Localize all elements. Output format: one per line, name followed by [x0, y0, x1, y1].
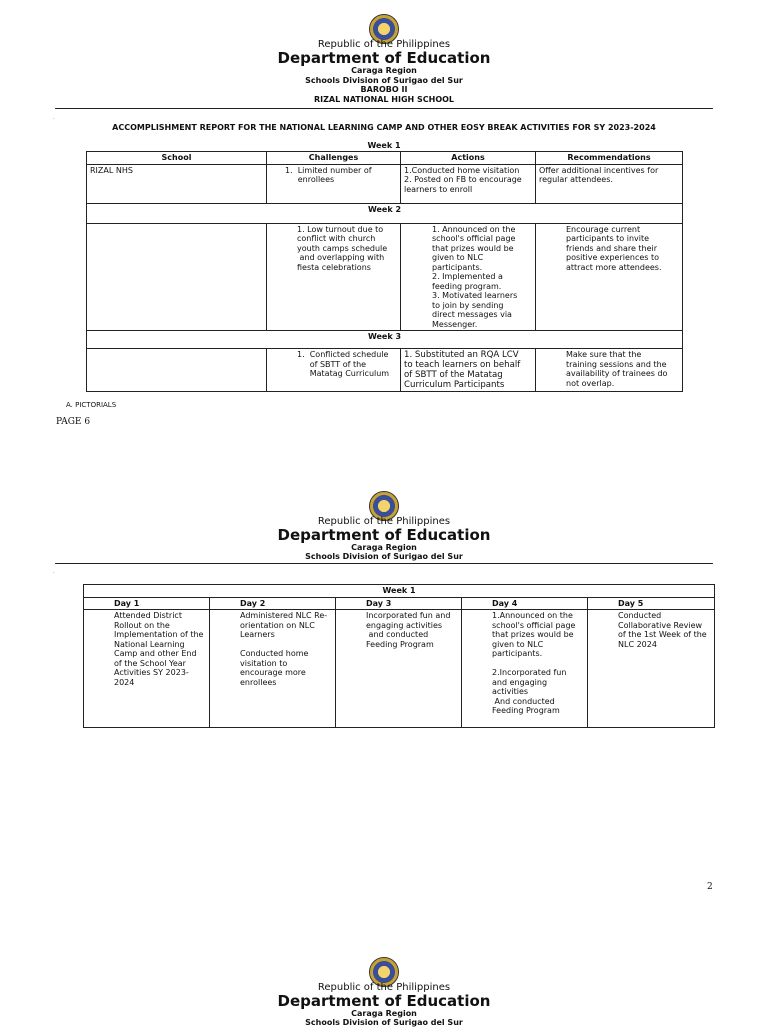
day1-header: Day 1	[84, 597, 210, 610]
department-title: Department of Education	[277, 992, 491, 1010]
table-row	[87, 349, 683, 392]
week3-label: Week 3	[87, 331, 683, 349]
department-title: Department of Education	[277, 49, 491, 67]
day3-entry: Incorporated fun and engaging activities and conducted Feeding Program	[336, 610, 462, 728]
bullet-mark: ·	[53, 570, 55, 576]
school-line: RIZAL NATIONAL HIGH SCHOOL	[313, 95, 455, 104]
week-label: Week 1	[84, 585, 715, 598]
table-row	[84, 610, 715, 728]
day5-header: Day 5	[588, 597, 715, 610]
week1-recommendations: Offer additional incentives for regular attendees.	[536, 164, 683, 203]
col-recommendations: Recommendations	[536, 152, 683, 165]
report-title: ACCOMPLISHMENT REPORT FOR THE NATIONAL LEARNING CAMP AND OTHER EOSY BREAK ACTIVITIES FOR SY 2023-2024	[112, 123, 656, 132]
col-actions: Actions	[401, 152, 536, 165]
col-school: School	[87, 152, 267, 165]
bullet-mark: ·	[53, 116, 55, 122]
page-label: PAGE 6	[56, 417, 91, 427]
header-divider	[55, 563, 713, 564]
week1-days-table	[83, 584, 715, 728]
week3-challenges: 1. Conflicted schedule of SBTT of the Matatag Curriculum	[267, 349, 401, 392]
republic-line: Republic of the Philippines	[317, 982, 451, 993]
division-line: Schools Division of Surigao del Sur	[305, 76, 463, 85]
page-number: 2	[707, 882, 713, 892]
header-divider	[55, 108, 713, 109]
col-challenges: Challenges	[267, 152, 401, 165]
week1-school: RIZAL NHS	[87, 164, 267, 203]
accomplishment-table	[86, 151, 683, 392]
region-line: Caraga Region	[351, 1009, 417, 1018]
day3-header: Day 3	[336, 597, 462, 610]
division-line: Schools Division of Surigao del Sur	[305, 552, 463, 561]
day5-entry: Conducted Collaborative Review of the 1st Week of the NLC 2024	[588, 610, 715, 728]
week3-actions: 1. Substituted an RQA LCV to teach learners on behalf of SBTT of the Matatag Curriculum Participants	[401, 349, 536, 392]
table-row	[87, 164, 683, 203]
day4-entry: 1.Announced on the school's official page that prizes would be given to NLC participants. 2.Incorporated fun and engaging activities And conducted Feeding Program	[462, 610, 588, 728]
region-line: Caraga Region	[351, 543, 417, 552]
table-row	[87, 223, 683, 331]
week2-actions: 1. Announced on the school's official page that prizes would be given to NLC participants. 2. Implemented a feeding program. 3. Motivated learners to join by sending direct messages via Messenger.	[401, 223, 536, 331]
division-line: Schools Division of Surigao del Sur	[305, 1018, 463, 1027]
day2-header: Day 2	[210, 597, 336, 610]
republic-line: Republic of the Philippines	[317, 516, 451, 527]
week1-label: Week 1	[367, 141, 401, 150]
week3-recommendations: Make sure that the training sessions and the availability of trainees do not overlap.	[536, 349, 683, 392]
week1-actions: 1.Conducted home visitation 2. Posted on FB to encourage learners to enroll	[401, 164, 536, 203]
republic-line: Republic of the Philippines	[317, 39, 451, 50]
week2-label: Week 2	[87, 203, 683, 223]
district-line: BAROBO II	[360, 85, 408, 94]
week1-challenges: 1. Limited number of enrollees	[267, 164, 401, 203]
week2-recommendations: Encourage current participants to invite friends and share their positive experiences to attract more attendees.	[536, 223, 683, 331]
day2-entry: Administered NLC Re- orientation on NLC Learners Conducted home visitation to encourage more enrollees	[210, 610, 336, 728]
pictorials-heading: A. PICTORIALS	[66, 401, 117, 409]
day4-header: Day 4	[462, 597, 588, 610]
department-title: Department of Education	[277, 526, 491, 544]
day1-entry: Attended District Rollout on the Implementation of the National Learning Camp and other End of the School Year Activities SY 2023- 2024	[84, 610, 210, 728]
week3-school	[87, 349, 267, 392]
week2-challenges: 1. Low turnout due to conflict with church youth camps schedule and overlapping with fiesta celebrations	[267, 223, 401, 331]
region-line: Caraga Region	[351, 66, 417, 75]
week2-school	[87, 223, 267, 331]
